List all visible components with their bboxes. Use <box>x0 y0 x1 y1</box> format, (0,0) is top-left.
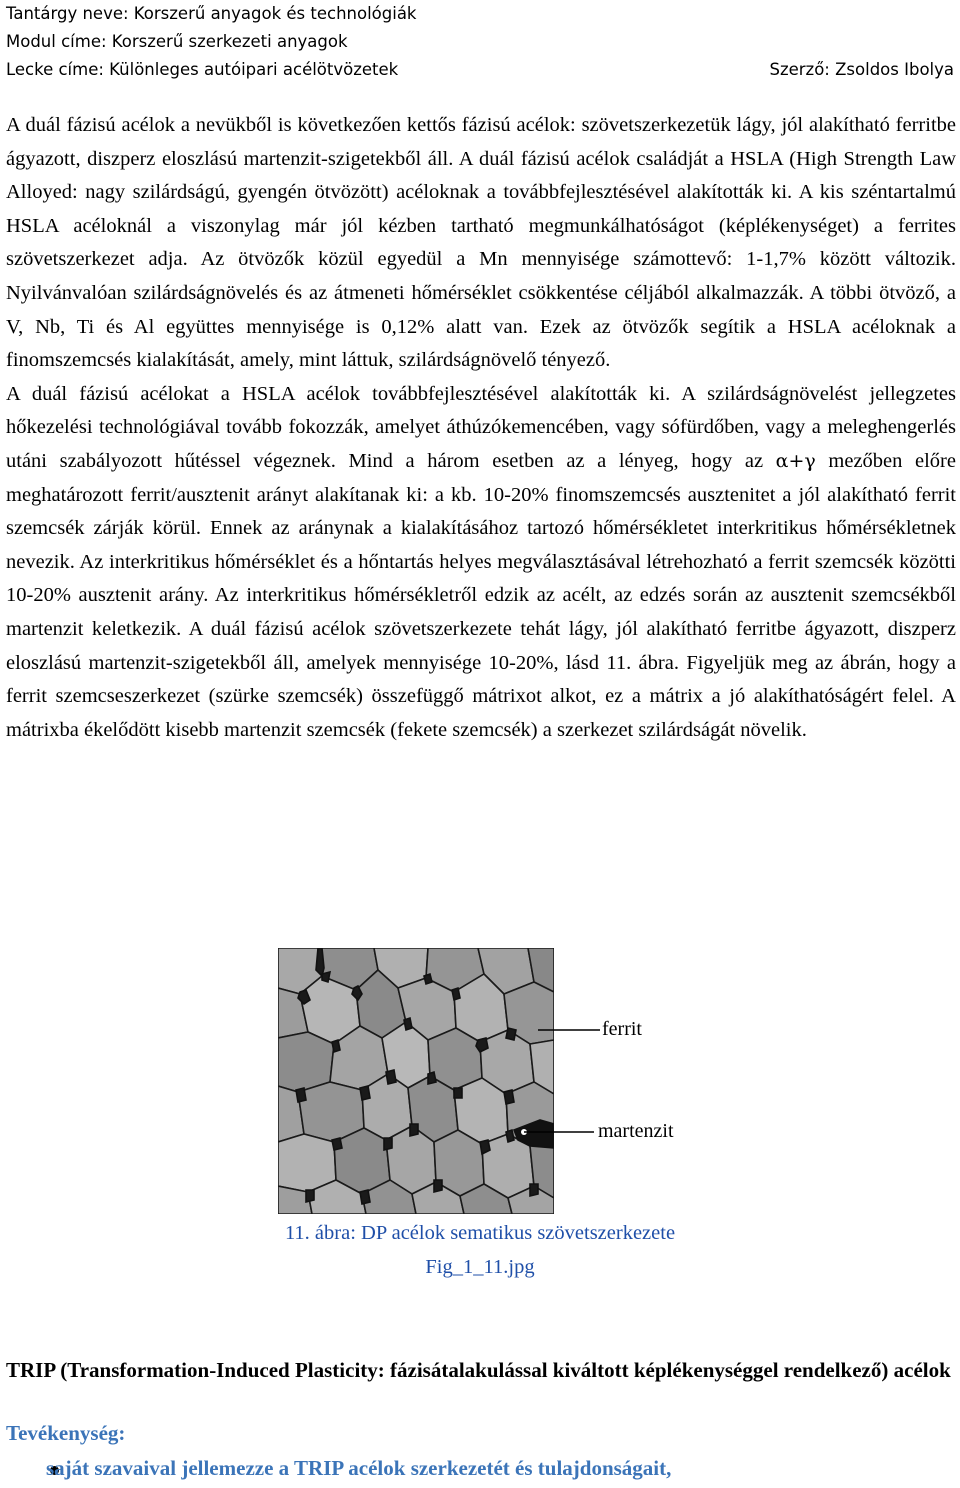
subject-line: Tantárgy neve: Korszerű anyagok és technológiák <box>6 4 417 23</box>
lesson-line: Lecke címe: Különleges autóipari acélötvözetek <box>6 60 399 79</box>
microstructure-image <box>278 948 688 1214</box>
bullet-item-1: saját szavaival jellemezze a TRIP acélok szerkezetét és tulajdonságait, <box>46 1456 672 1480</box>
ferrit-label: ferrit <box>602 1018 642 1040</box>
alpha-gamma-symbol: α+γ <box>775 449 816 472</box>
trip-section-title: TRIP (Transformation-Induced Plasticity: fázisátalakulással kiváltott képlékenységgel rendelkező) acélok <box>6 1358 951 1382</box>
page-header <box>6 0 956 84</box>
activity-label: Tevékenység: <box>6 1421 126 1445</box>
body-text <box>6 109 956 747</box>
lesson-author-row <box>6 56 956 84</box>
figure-caption: 11. ábra: DP acélok sematikus szövetszerkezete <box>284 1222 676 1244</box>
module-line: Modul címe: Korszerű szerkezeti anyagok <box>6 32 348 51</box>
paragraph-2 <box>6 378 956 748</box>
author-line: Szerző: Zsoldos Ibolya <box>769 60 954 79</box>
paragraph-1: A duál fázisú acélok a nevükből is következően kettős fázisú acélok: szövetszerkezetük lágy, jól alakítható ferritbe ágyazott, diszperz eloszlású martenzit-szigetekből áll. A duál fázisú acélok családját a HSLA (High Strength Law Alloyed: nagy szilárdságú, gyengén ötvözött) acéloknak a továbbfejlesztésével alakították ki. A kis széntartalmú HSLA acéloknál a viszonylag már jól kézben tartható megmunkálhatóságot (képlékenységet) a ferrites szövetszerkezet adja. Az ötvözők közül egyedül a Mn mennyisége számottevő: 1-1,7% között változik. Nyilvánvalóan szilárdságnövelés és az átmeneti hőmérséklet csökkentése céljából alkalmazzák. A többi ötvöző, a V, Nb, Ti és Al együttes mennyisége is 0,12% alatt van. Ezek az ötvözők segítik a HSLA acéloknak a finomszemcsés kialakítását, amely, mint láttuk, szilárdságnövelő tényező. <box>6 114 956 372</box>
paragraph-2-part-1: A duál fázisú acélokat a HSLA acélok továbbfejlesztésével alakították ki. A szilárdságnövelést jellegzetes hőkezelési technológiával tovább fokozzák, amelyet áthúzókemencében, vagy sófürdőben, vagy a meleghengerlés utáni szabályozott hűtéssel végeznek. Mind a három esetben az a lényeg, hogy az <box>6 382 956 472</box>
figure-filename: Fig_1_11.jpg <box>425 1256 535 1278</box>
microstructure-figure <box>278 948 688 1214</box>
martenzit-label: martenzit <box>598 1120 674 1142</box>
paragraph-2-part-2: mezőben előre meghatározott ferrit/ausztenit arányt alakítanak ki: a kb. 10-20% finomszemcsés ausztenitet a jól alakítható ferrit szemcsék zárják körül. Ennek az aránynak a kialakításához tartozó hőmérsékletet interkritikus hőmérsékletnek nevezik. Az interkritikus hőmérséklet és a hőntartás helyes megválasztásával létrehozható a ferrit szemcsék közötti 10-20% ausztenit arány. Az interkritikus hőmérsékletről edzik az acélt, az edzés során az ausztenit szemcsékből martenzit keletkezik. A duál fázisú acélok szövetszerkezete tehát lágy, jól alakítható ferritbe ágyazott, diszperz eloszlású martenzit-szigetekből áll, amelyek mennyisége 10-20%, lásd 11. ábra. Figyeljük meg az ábrán, hogy a ferrit szemcseszerkezet (szürke szemcsék) összefüggő mátrixot alkot, ez a mátrix a jó alakíthatóságért felel. A mátrixba ékelődött kisebb martenzit szemcsék (fekete szemcsék) a szerkezet szilárdságát növelik. <box>6 449 956 741</box>
